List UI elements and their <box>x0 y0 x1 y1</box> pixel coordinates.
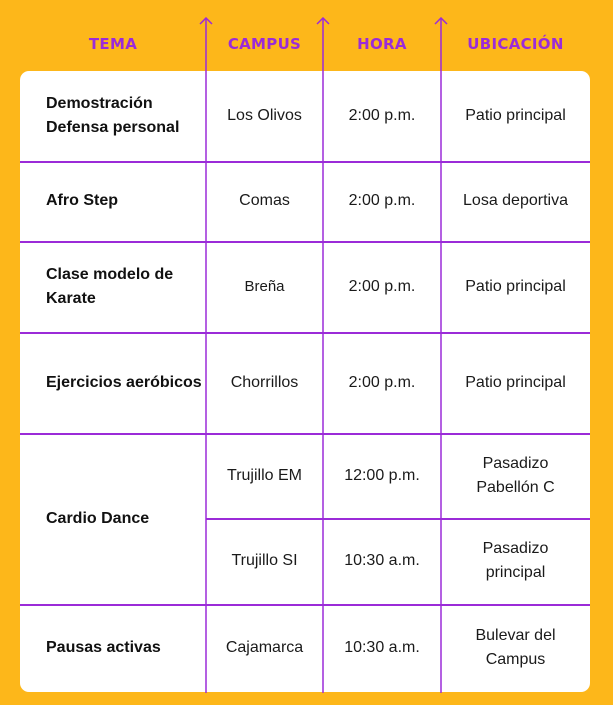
header-tema: TEMA <box>88 35 138 53</box>
cell-hora: 2:00 p.m. <box>348 107 416 124</box>
cell-ubicacion: Patio principal <box>465 107 566 124</box>
cell-campus: Breña <box>244 277 285 295</box>
cell-tema: Clase modelo de Karate <box>46 265 174 307</box>
header-hora: HORA <box>357 35 407 53</box>
cell-hora: 2:00 p.m. <box>348 277 416 295</box>
cell-campus: Comas <box>239 192 290 209</box>
cell-campus: Los Olivos <box>227 107 302 124</box>
cell-tema: Demostración Defensa personal <box>46 95 180 136</box>
cell-campus: Cajamarca <box>225 639 304 656</box>
cell-campus: Trujillo EM <box>227 466 302 484</box>
cell-tema: Cardio Dance <box>46 509 150 527</box>
cell-ubicacion: Losa deportiva <box>463 192 568 209</box>
cell-tema: Pausas activas <box>46 639 161 656</box>
cell-ubicacion: Pasadizo Pabellón C <box>476 454 555 496</box>
cell-hora: 12:00 p.m. <box>344 466 420 484</box>
cell-hora: 2:00 p.m. <box>348 192 416 209</box>
column-divider-arrow <box>198 17 214 693</box>
cell-ubicacion: Patio principal <box>465 373 566 391</box>
cell-hora: 10:30 a.m. <box>344 552 420 569</box>
cell-ubicacion: Patio principal <box>465 277 566 295</box>
cell-tema: Afro Step <box>46 192 118 209</box>
cell-ubicacion: Pasadizo principal <box>482 540 549 581</box>
header-campus: CAMPUS <box>227 35 302 53</box>
cell-ubicacion: Bulevar del Campus <box>475 627 556 668</box>
column-divider-arrow <box>315 17 331 693</box>
cell-hora: 2:00 p.m. <box>348 373 416 391</box>
cell-tema: Ejercicios aeróbicos <box>46 373 202 391</box>
header-ubicacion: UBICACIÓN <box>467 35 564 53</box>
column-divider-arrow <box>433 17 449 693</box>
cell-campus: Chorrillos <box>230 373 299 391</box>
cell-hora: 10:30 a.m. <box>344 639 420 656</box>
cell-campus: Trujillo SI <box>231 552 298 569</box>
schedule-table <box>20 71 590 692</box>
